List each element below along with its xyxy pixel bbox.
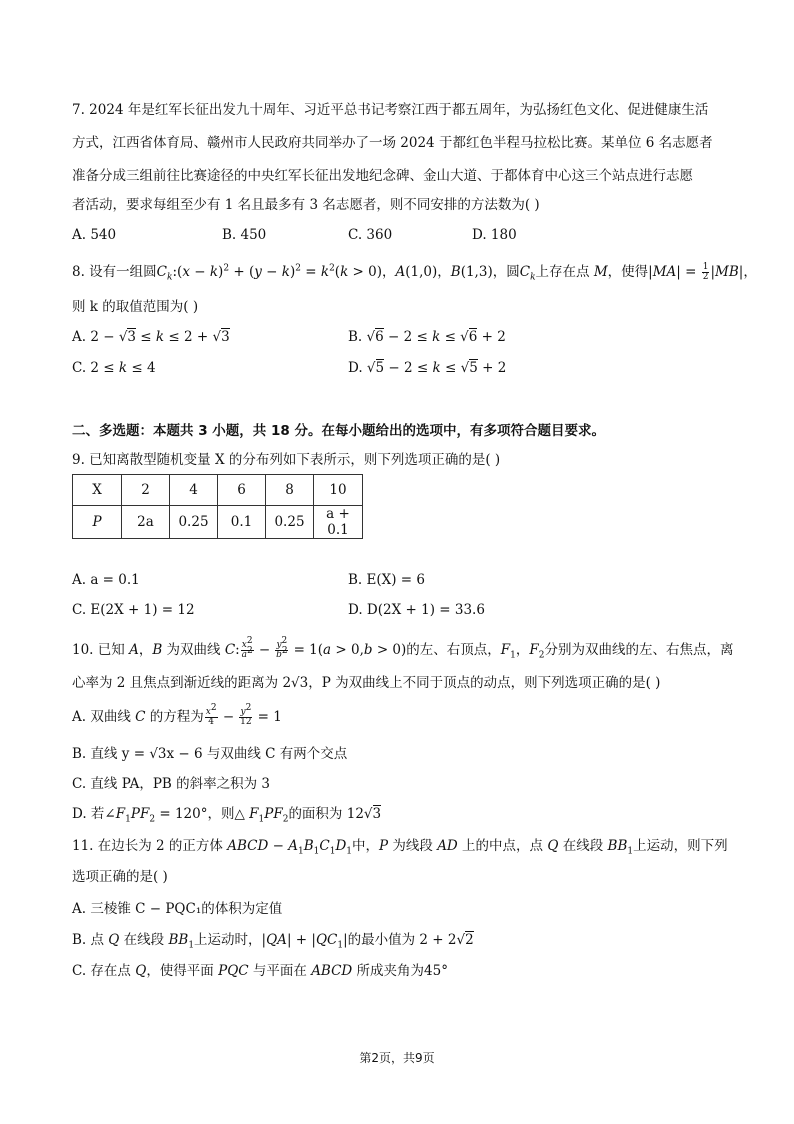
table-cell: 0.25 xyxy=(266,506,314,539)
table-cell: 10 xyxy=(314,475,363,506)
q9-option-a: A. a = 0.1 xyxy=(72,572,140,588)
q11-option-b: B. 点 Q 在线段 $BB_1$上运动时，$|QA| + |QC_1|$的最小值为 2 + 2√2 xyxy=(72,932,474,951)
q11-line-1: 11. 在边长为 2 的正方体 ABCD − $A_1B_1C_1D_1$中，P 为线段 AD 上的中点，点 Q 在线段 $BB_1$上运动，则下列 xyxy=(72,838,728,857)
table-cell: 8 xyxy=(266,475,314,506)
q10-line-1: 10. 已知 A，B 为双曲线 C: $\frac{x^2}{a^2}$ − $\frac{y^2}{b^2}$ = 1(a > 0,b > 0)的左、右顶点，$F_1$，$F_2$分别为双曲线的左、右焦点，离 xyxy=(72,636,734,661)
q7-line-3: 准备分成三组前往比赛途径的中央红军长征出发地纪念碑、金山大道、于都体育中心这三个站点进行志愿 xyxy=(72,168,693,184)
q9-option-d: D. D(2X + 1) = 33.6 xyxy=(348,602,485,618)
q7-option-c: C. 360 xyxy=(348,227,393,243)
table-cell: X xyxy=(73,475,122,506)
q8-line-2: 则 k 的取值范围为( ) xyxy=(72,299,199,315)
q7-line-4: 者活动，要求每组至少有 1 名且最多有 3 名志愿者，则不同安排的方法数为( ) xyxy=(72,197,540,213)
page-footer: 第2页，共9页 xyxy=(359,1051,435,1065)
q8-option-c: C. 2 ≤ k ≤ 4 xyxy=(72,360,156,376)
q7-line-2: 方式，江西省体育局、赣州市人民政府共同举办了一场 2024 于都红色半程马拉松比赛。某单位 6 名志愿者 xyxy=(72,135,713,151)
table-cell: P xyxy=(73,506,122,539)
q10-option-a: A. 双曲线 C 的方程为 $\frac{x^2}{4}$ − $\frac{y^2}{12}$ = 1 xyxy=(72,703,282,727)
distribution-table xyxy=(72,474,363,539)
q7-option-d: D. 180 xyxy=(472,227,517,243)
q9-option-b: B. E(X) = 6 xyxy=(348,572,425,588)
table-cell: 4 xyxy=(170,475,218,506)
table-cell: 6 xyxy=(218,475,266,506)
q9-option-c: C. E(2X + 1) = 12 xyxy=(72,602,195,618)
q8-option-a: A. 2 − √3 ≤ k ≤ 2 + √3 xyxy=(72,329,230,345)
q10-option-c: C. 直线 PA，PB 的斜率之积为 3 xyxy=(72,776,270,792)
table-cell: 0.1 xyxy=(218,506,266,539)
q8-line-1: 8. 设有一组圆$C_k:(x - k)^2 + (y - k)^2 = k^2(k > 0)$，A(1,0)，B(1,3)，圆$C_k$上存在点 M，使得|MA| = $\frac{1}{2}$ |MB|， xyxy=(72,262,757,283)
q7-option-a: A. 540 xyxy=(72,227,117,243)
q11-option-a: A. 三棱锥 C − PQC₁的体积为定值 xyxy=(72,901,283,917)
q11-line-2: 选项正确的是( ) xyxy=(72,869,168,885)
q9-stem: 9. 已知离散型随机变量 X 的分布列如下表所示，则下列选项正确的是( ) xyxy=(72,452,501,468)
table-cell: 2a xyxy=(122,506,170,539)
q7-option-b: B. 450 xyxy=(222,227,267,243)
table-cell: 2 xyxy=(122,475,170,506)
q8-option-d: D. √5 − 2 ≤ k ≤ √5 + 2 xyxy=(348,360,507,376)
table-cell: a + 0.1 xyxy=(314,506,363,539)
q10-line-2: 心率为 2 且焦点到渐近线的距离为 2√3，P 为双曲线上不同于顶点的动点，则下列选项正确的是( ) xyxy=(72,675,661,691)
q7-line-1: 7. 2024 年是红军长征出发九十周年、习近平总书记考察江西于都五周年，为弘扬红色文化、促进健康生活 xyxy=(72,102,709,118)
table-cell: 0.25 xyxy=(170,506,218,539)
q8-option-b: B. √6 − 2 ≤ k ≤ √6 + 2 xyxy=(348,329,506,345)
section-title: 二、多选题：本题共 3 小题，共 18 分。在每小题给出的选项中，有多项符合题目要求。 xyxy=(72,423,605,439)
q10-option-d: D. 若$\angle F_1PF_2 = 120^\circ$，则△ $F_1PF_2$的面积为 12√3 xyxy=(72,806,382,825)
q10-option-b: B. 直线 y = √3x − 6 与双曲线 C 有两个交点 xyxy=(72,746,348,762)
table-row xyxy=(73,475,363,506)
table-row xyxy=(73,506,363,539)
q11-option-c: C. 存在点 Q，使得平面 PQC 与平面在 ABCD 所成夹角为45° xyxy=(72,963,448,979)
